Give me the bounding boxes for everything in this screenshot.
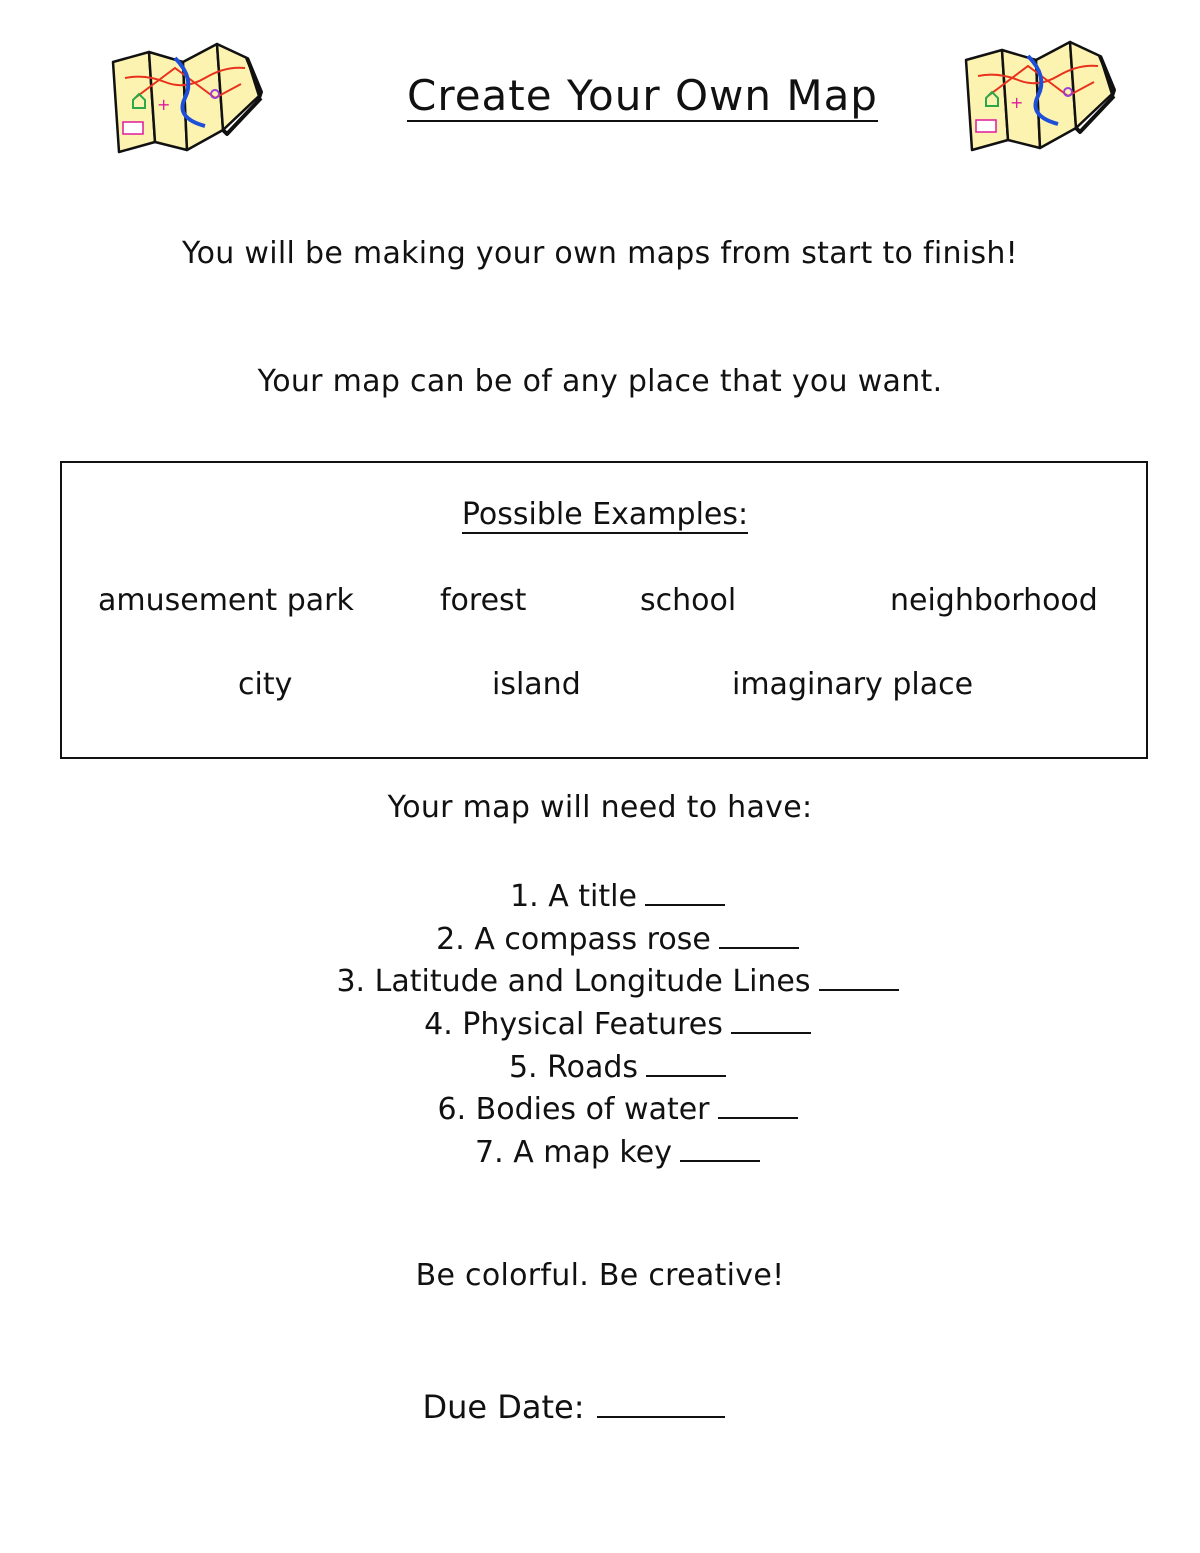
svg-text:+: + <box>1010 93 1024 112</box>
requirements-list <box>0 876 1200 1175</box>
requirement-label: 5. Roads <box>508 1049 639 1085</box>
checkbox-blank[interactable] <box>731 1008 811 1034</box>
requirement-item <box>0 1089 1200 1132</box>
checkbox-blank[interactable] <box>646 1051 726 1077</box>
intro-text: You will be making your own maps from start to finish! <box>181 236 1019 271</box>
requirements-heading: Your map will need to have: <box>387 790 813 825</box>
examples-box <box>60 461 1148 759</box>
requirement-label: 2. A compass rose <box>436 921 711 957</box>
example-item: school <box>640 583 737 618</box>
requirement-label: 3. Latitude and Longitude Lines <box>336 964 811 1000</box>
due-date-blank[interactable] <box>597 1392 725 1418</box>
requirement-item <box>0 1047 1200 1090</box>
examples-heading <box>62 496 1148 534</box>
checkbox-blank[interactable] <box>645 880 725 906</box>
requirement-item <box>0 1004 1200 1047</box>
requirement-item <box>0 876 1200 919</box>
checkbox-blank[interactable] <box>719 923 799 949</box>
checkbox-blank[interactable] <box>819 965 899 991</box>
example-item: imaginary place <box>732 667 974 702</box>
example-item: island <box>492 667 581 702</box>
requirement-label: 4. Physical Features <box>424 1007 723 1043</box>
requirement-item <box>0 1132 1200 1175</box>
page-title <box>0 70 1200 122</box>
requirement-label: 1. A title <box>510 879 637 914</box>
any-place-text: Your map can be of any place that you want. <box>257 364 943 399</box>
example-item: amusement park <box>98 583 354 618</box>
requirement-item <box>0 919 1200 962</box>
closing-text: Be colorful. Be creative! <box>415 1258 785 1293</box>
page-title-text: Create Your Own Map <box>407 71 878 120</box>
requirement-item <box>0 961 1200 1004</box>
example-item: city <box>238 667 293 702</box>
requirement-label: 7. A map key <box>475 1135 672 1171</box>
svg-text:+: + <box>157 95 171 114</box>
examples-heading-text: Possible Examples: <box>461 497 749 532</box>
checkbox-blank[interactable] <box>680 1136 760 1162</box>
requirement-label: 6. Bodies of water <box>437 1092 710 1128</box>
due-date <box>0 1388 1147 1426</box>
example-item: neighborhood <box>890 583 1098 618</box>
checkbox-blank[interactable] <box>718 1093 798 1119</box>
example-item: forest <box>440 583 527 618</box>
due-date-label: Due Date: <box>422 1388 585 1426</box>
